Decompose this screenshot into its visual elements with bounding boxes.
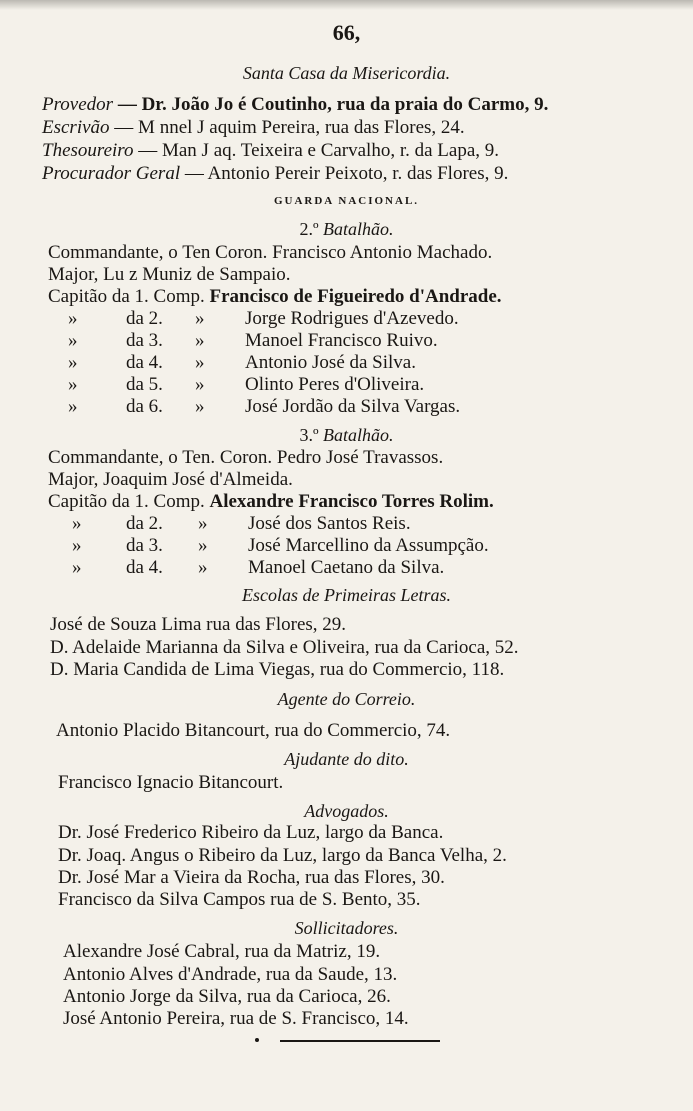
ditto-mark: »	[198, 535, 208, 556]
major-line: Major, Lu z Muniz de Sampaio.	[48, 264, 291, 285]
battalion-3-title	[0, 424, 693, 446]
battalion-2-title	[0, 218, 693, 240]
role-label: Provedor	[42, 94, 114, 115]
company-number: da 2.	[126, 308, 163, 329]
company-number: da 4.	[126, 352, 163, 373]
commandante-line: Commandante, o Ten. Coron. Pedro José Travassos.	[48, 447, 444, 468]
company-captain: Jorge Rodrigues d'Azevedo.	[245, 308, 459, 329]
battalion-label: Batalhão.	[323, 425, 394, 445]
ajudante-line: Francisco Ignacio Bitancourt.	[58, 772, 284, 793]
sollicitador-line: Antonio Alves d'Andrade, rua da Saude, 13.	[63, 964, 398, 985]
ditto-mark: »	[68, 396, 78, 417]
commandante-line: Commandante, o Ten Coron. Francisco Antonio Machado.	[48, 242, 493, 263]
capitao-line	[48, 491, 494, 513]
company-captain: José Jordão da Silva Vargas.	[245, 396, 461, 417]
capitao-label: Capitão da 1. Comp.	[48, 286, 205, 307]
end-rule	[280, 1040, 440, 1042]
section-title-escolas: Escolas de Primeiras Letras.	[242, 585, 451, 605]
entry-text: — M nnel J aquim Pereira, rua das Flores, 24.	[114, 117, 465, 138]
ditto-mark: »	[195, 308, 205, 329]
role-label: Escrivão	[42, 117, 110, 138]
entry-text: — Man J aq. Teixeira e Carvalho, r. da Lapa, 9.	[138, 140, 500, 161]
role-label: Procurador Geral	[42, 163, 181, 184]
company-number: da 4.	[126, 557, 163, 578]
section-title-misericordia: Santa Casa da Misericordia.	[242, 63, 451, 83]
company-number: da 6.	[126, 396, 163, 417]
end-dot	[255, 1038, 259, 1042]
ditto-mark: »	[68, 374, 78, 395]
company-number: da 3.	[126, 330, 163, 351]
advogado-line: Dr. José Frederico Ribeiro da Luz, largo da Banca.	[58, 822, 444, 843]
company-number: da 5.	[126, 374, 163, 395]
section-title-advogados: Advogados.	[304, 801, 389, 821]
capitao-line	[48, 286, 502, 308]
section-title-agente: Agente do Correio.	[277, 689, 416, 709]
advogado-line: Dr. Joaq. Angus o Ribeiro da Luz, largo da Banca Velha, 2.	[58, 845, 507, 866]
battalion-label: Batalhão.	[323, 219, 394, 239]
capitao-name: Alexandre Francisco Torres Rolim.	[209, 491, 494, 512]
ditto-mark: »	[198, 557, 208, 578]
company-captain: José dos Santos Reis.	[248, 513, 411, 534]
school-line: D. Maria Candida de Lima Viegas, rua do Commercio, 118.	[50, 659, 505, 680]
ditto-mark: »	[195, 396, 205, 417]
advogado-line: Francisco da Silva Campos rua de S. Bento, 35.	[58, 889, 421, 910]
page-number: 66,	[332, 20, 361, 45]
sollicitador-line: José Antonio Pereira, rua de S. Francisco, 14.	[63, 1008, 409, 1029]
ditto-mark: »	[198, 513, 208, 534]
ditto-mark: »	[72, 513, 82, 534]
sollicitador-line: Alexandre José Cabral, rua da Matriz, 19.	[63, 941, 381, 962]
ditto-mark: »	[68, 330, 78, 351]
entry-text: — Dr. João Jo é Coutinho, rua da praia do Carmo, 9.	[117, 94, 549, 115]
section-title-ajudante: Ajudante do dito.	[284, 749, 409, 769]
ditto-mark: »	[195, 330, 205, 351]
ditto-mark: »	[68, 352, 78, 373]
company-number: da 2.	[126, 513, 163, 534]
capitao-label: Capitão da 1. Comp.	[48, 491, 205, 512]
battalion-number: 2.º	[299, 219, 319, 239]
page-edge-shadow	[0, 0, 693, 10]
battalion-number: 3.º	[299, 425, 319, 445]
major-line: Major, Joaquim José d'Almeida.	[48, 469, 293, 490]
company-number: da 3.	[126, 535, 163, 556]
ditto-mark: »	[195, 352, 205, 373]
misericordia-line	[42, 94, 548, 116]
misericordia-line	[42, 140, 499, 162]
company-captain: Manoel Caetano da Silva.	[248, 557, 445, 578]
company-captain: José Marcellino da Assumpção.	[248, 535, 489, 556]
section-title-sollicitadores: Sollicitadores.	[294, 918, 399, 938]
agente-line: Antonio Placido Bitancourt, rua do Commercio, 74.	[56, 720, 451, 741]
ditto-mark: »	[72, 535, 82, 556]
company-captain: Manoel Francisco Ruivo.	[245, 330, 438, 351]
misericordia-line	[42, 117, 465, 139]
section-title-guarda: GUARDA NACIONAL.	[273, 195, 420, 207]
misericordia-line	[42, 163, 508, 185]
company-captain: Antonio José da Silva.	[245, 352, 416, 373]
school-line: D. Adelaide Marianna da Silva e Oliveira, rua da Carioca, 52.	[50, 637, 519, 658]
advogado-line: Dr. José Mar a Vieira da Rocha, rua das Flores, 30.	[58, 867, 445, 888]
entry-text: — Antonio Pereir Peixoto, r. das Flores, 9.	[184, 163, 509, 184]
ditto-mark: »	[72, 557, 82, 578]
ditto-mark: »	[68, 308, 78, 329]
sollicitador-line: Antonio Jorge da Silva, rua da Carioca, 26.	[63, 986, 391, 1007]
role-label: Thesoureiro	[42, 140, 134, 161]
company-captain: Olinto Peres d'Oliveira.	[245, 374, 425, 395]
ditto-mark: »	[195, 374, 205, 395]
capitao-name: Francisco de Figueiredo d'Andrade.	[209, 286, 502, 307]
school-line: José de Souza Lima rua das Flores, 29.	[50, 614, 347, 635]
